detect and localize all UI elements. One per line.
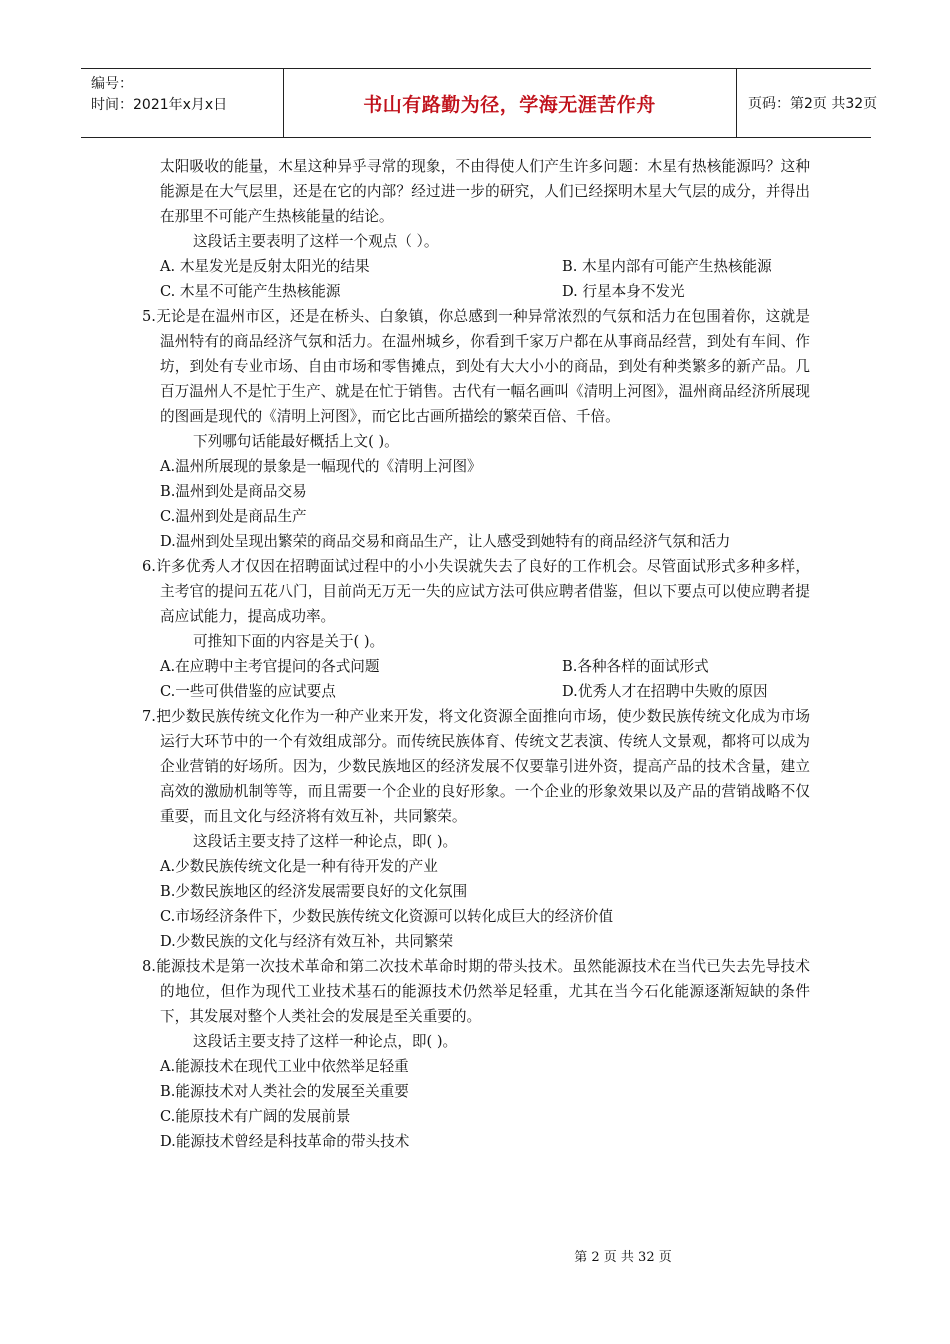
page-footer: [0, 1246, 950, 1265]
question-5-option-c: C.温州到处是商品生产: [160, 508, 307, 525]
time-label: 时间：2021年x月x日: [91, 97, 228, 113]
question-7-stem: 这段话主要支持了这样一种论点，即( )。: [193, 833, 458, 850]
question-7-option-b: B.少数民族地区的经济发展需要良好的文化氛围: [160, 883, 468, 900]
intro-stem: 这段话主要表明了这样一个观点（ ）。: [193, 233, 439, 250]
intro-option-b: B. 木星内部有可能产生热核能源: [562, 258, 772, 275]
question-8-option-b: B.能源技术对人类社会的发展至关重要: [160, 1083, 409, 1100]
question-7-option-c: C.市场经济条件下，少数民族传统文化资源可以转化成巨大的经济价值: [160, 908, 614, 925]
question-5-stem: 下列哪句话能最好概括上文( )。: [193, 433, 399, 450]
question-6-options-row-2: [160, 679, 810, 704]
header-motto-cell: [283, 69, 737, 137]
intro-options-row-2: [160, 279, 810, 304]
question-5-option-a: A.温州所展现的景象是一幅现代的《清明上河图》: [160, 458, 482, 475]
number-label: 编号：: [91, 76, 133, 92]
document-body: [142, 154, 810, 1154]
intro-option-d: D. 行星本身不发光: [562, 283, 685, 300]
question-8-text: 8.能源技术是第一次技术革命和第二次技术革命时期的带头技术。虽然能源技术在当代已失去先导技术的地位，但作为现代工业技术基石的能源技术仍然举足轻重，尤其在当今石化能源逐渐短缺的条件下，其发展对整个人类社会的发展是至关重要的。: [142, 958, 810, 1025]
question-6-stem: 可推知下面的内容是关于( )。: [193, 633, 385, 650]
footer-page-number: 第 2 页 共 32 页: [574, 1250, 672, 1265]
question-6-text: 6.许多优秀人才仅因在招聘面试过程中的小小失误就失去了良好的工作机会。尽管面试形式多种多样，主考官的提问五花八门，目前尚无万无一失的应试方法可供应聘者借鉴，但以下要点可以使应聘者提高应试能力，提高成功率。: [142, 558, 810, 625]
question-7: [142, 704, 810, 829]
intro-options-row-1: [160, 254, 810, 279]
question-8: [142, 954, 810, 1029]
intro-option-a: A. 木星发光是反射太阳光的结果: [160, 258, 370, 275]
question-8-option-a: A.能源技术在现代工业中依然举足轻重: [160, 1058, 409, 1075]
question-7-text: 7.把少数民族传统文化作为一种产业来开发，将文化资源全面推向市场，使少数民族传统文化成为市场运行大环节中的一个有效组成部分。而传统民族体育、传统文艺表演、传统人文景观，都将可以成为企业营销的好场所。因为，少数民族地区的经济发展不仅要靠引进外资，提高产品的技术含量，建立高效的激励机制等等，而且需要一个企业的良好形象。一个企业的形象效果以及产品的营销战略不仅重要，而且文化与经济将有效互补，共同繁荣。: [142, 708, 810, 825]
question-6-option-c: C.一些可供借鉴的应试要点: [160, 683, 336, 700]
intro-option-c: C. 木星不可能产生热核能源: [160, 283, 341, 300]
header-page-info: 页码：第2页 共32页: [748, 96, 878, 112]
question-6-option-b: B.各种各样的面试形式: [562, 658, 709, 675]
question-8-option-d: D.能源技术曾经是科技革命的带头技术: [160, 1133, 410, 1150]
question-5: [142, 304, 810, 429]
question-6-option-d: D.优秀人才在招聘中失败的原因: [562, 683, 768, 700]
intro-paragraph: 太阳吸收的能量，木星这种异乎寻常的现象，不由得使人们产生许多问题：木星有热核能源吗？这种能源是在大气层里，还是在它的内部？经过进一步的研究，人们已经探明木星大气层的成分，并得出在那里不可能产生热核能量的结论。: [160, 158, 810, 225]
question-6-options-row-1: [160, 654, 810, 679]
question-8-option-c: C.能原技术有广阔的发展前景: [160, 1108, 351, 1125]
question-6: [142, 554, 810, 629]
header-motto: 书山有路勤为径，学海无涯苦作舟: [363, 93, 656, 116]
question-5-option-b: B.温州到处是商品交易: [160, 483, 307, 500]
question-5-text: 5.无论是在温州市区，还是在桥头、白象镇，你总感到一种异常浓烈的气氛和活力在包围着你，这就是温州特有的商品经济气氛和活力。在温州城乡，你看到千家万户都在从事商品经营，到处有车间、作坊，到处有专业市场、自由市场和零售摊点，到处有大大小小的商品，到处有种类繁多的新产品。几百万温州人不是忙于生产、就是在忙于销售。古代有一幅名画叫《清明上河图》，温州商品经济所展现的图画是现代的《清明上河图》，而它比古画所描绘的繁荣百倍、千倍。: [142, 308, 810, 425]
header-meta: [81, 69, 284, 137]
question-7-option-a: A.少数民族传统文化是一种有待开发的产业: [160, 858, 438, 875]
question-6-option-a: A.在应聘中主考官提问的各式问题: [160, 658, 380, 675]
page-header: [81, 68, 878, 138]
header-page-cell: [736, 69, 878, 137]
question-5-option-d: D.温州到处呈现出繁荣的商品交易和商品生产，让人感受到她特有的商品经济气氛和活力: [160, 533, 731, 550]
question-8-stem: 这段话主要支持了这样一种论点，即( )。: [193, 1033, 458, 1050]
question-7-option-d: D.少数民族的文化与经济有效互补，共同繁荣: [160, 933, 454, 950]
